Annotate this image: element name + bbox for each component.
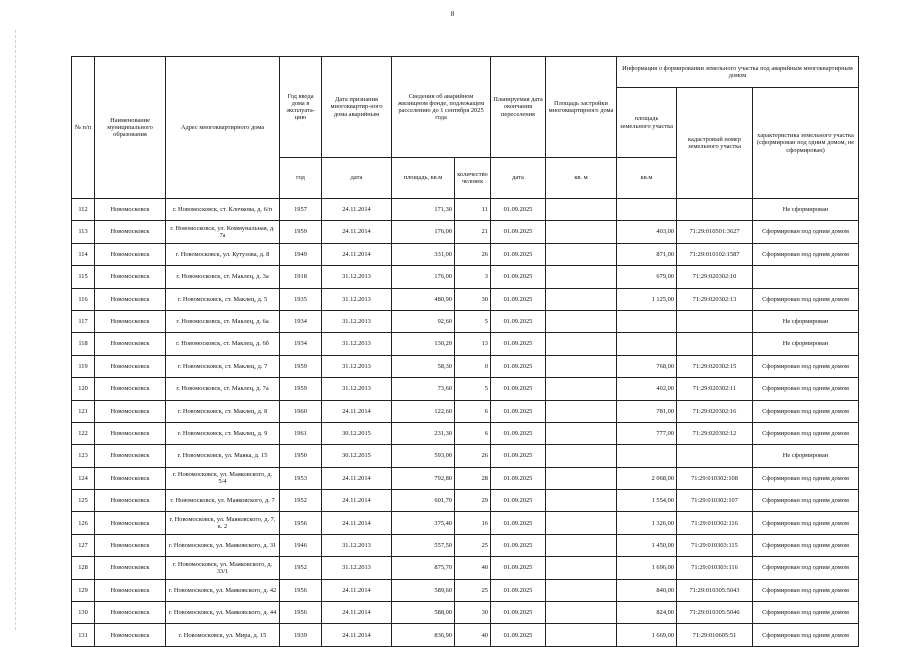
row-building-area: [546, 624, 617, 646]
row-land-area: 777,00: [617, 422, 677, 444]
unit-date2: дата: [491, 158, 546, 199]
row-people: 40: [455, 557, 491, 579]
row-date: 31.12.2013: [322, 534, 392, 556]
row-number: 121: [72, 400, 95, 422]
row-land-status: Сформирован под одним домом: [753, 534, 859, 556]
row-building-area: [546, 288, 617, 310]
row-municipality: Новомосковск: [95, 422, 166, 444]
unit-sqm: кв. м: [546, 158, 617, 199]
row-number: 126: [72, 512, 95, 534]
row-cadastral: 71:29:020302:16: [677, 400, 753, 422]
row-municipality: Новомосковск: [95, 624, 166, 646]
header-land-area: площадь земельного участка: [617, 88, 677, 158]
row-area: 593,00: [392, 445, 455, 467]
row-cadastral: 71:29:010302:116: [677, 512, 753, 534]
binding-margin-line: [15, 30, 16, 630]
emergency-housing-table: [71, 56, 859, 647]
row-cadastral: 71:29:010302:108: [677, 467, 753, 489]
row-area: 176,00: [392, 266, 455, 288]
unit-year: год: [280, 158, 322, 199]
row-cadastral: 71:29:010302:107: [677, 490, 753, 512]
row-people: 28: [455, 467, 491, 489]
table-row: [72, 557, 859, 579]
row-number: 127: [72, 534, 95, 556]
row-people: 25: [455, 534, 491, 556]
row-land-status: Сформирован под одним домом: [753, 378, 859, 400]
row-land-area: 824,00: [617, 602, 677, 624]
row-year: 1939: [280, 624, 322, 646]
row-year: 1934: [280, 310, 322, 332]
row-municipality: Новомосковск: [95, 557, 166, 579]
row-planned-date: 01.09.2025: [491, 445, 546, 467]
table-row: [72, 221, 859, 243]
row-date: 24.11.2014: [322, 467, 392, 489]
row-number: 114: [72, 243, 95, 265]
row-people: 11: [455, 199, 491, 221]
row-date: 30.12.2015: [322, 445, 392, 467]
row-planned-date: 01.09.2025: [491, 221, 546, 243]
row-municipality: Новомосковск: [95, 490, 166, 512]
row-land-status: Сформирован под одним домом: [753, 557, 859, 579]
row-date: 31.12.2013: [322, 310, 392, 332]
header-land-status: характеристика земельного участка (сформирован под одним домом, не сформирован): [753, 88, 859, 199]
row-land-status: Сформирован под одним домом: [753, 579, 859, 601]
row-cadastral: 71:29:010305:5046: [677, 602, 753, 624]
unit-date: дата: [322, 158, 392, 199]
row-year: 1959: [280, 378, 322, 400]
row-area: 331,00: [392, 243, 455, 265]
row-date: 31.12.2013: [322, 557, 392, 579]
row-area: 792,80: [392, 467, 455, 489]
row-year: 1956: [280, 512, 322, 534]
table-row: [72, 243, 859, 265]
row-land-area: 1 696,00: [617, 557, 677, 579]
table-row: [72, 288, 859, 310]
header-cadastral: кадастровый номер земельного участка: [677, 88, 753, 199]
row-area: 588,00: [392, 602, 455, 624]
row-people: 26: [455, 243, 491, 265]
row-address: г. Новомосковск, ст. Клочкова, д. 6/п: [166, 199, 280, 221]
row-land-status: Сформирован под одним домом: [753, 288, 859, 310]
row-building-area: [546, 490, 617, 512]
row-year: 1952: [280, 490, 322, 512]
row-planned-date: 01.09.2025: [491, 579, 546, 601]
row-municipality: Новомосковск: [95, 355, 166, 377]
row-address: г. Новомосковск, ул. Маяковского, д. 33/1: [166, 557, 280, 579]
row-year: 1949: [280, 243, 322, 265]
row-number: 116: [72, 288, 95, 310]
row-land-area: 781,00: [617, 400, 677, 422]
row-year: 1946: [280, 534, 322, 556]
row-land-status: Сформирован под одним домом: [753, 400, 859, 422]
table-row: [72, 445, 859, 467]
row-land-area: 1 669,00: [617, 624, 677, 646]
header-address: Адрес многоквартирного дома: [166, 57, 280, 199]
row-area: 122,60: [392, 400, 455, 422]
row-area: 176,00: [392, 221, 455, 243]
row-people: 16: [455, 512, 491, 534]
row-planned-date: 01.09.2025: [491, 490, 546, 512]
row-building-area: [546, 310, 617, 332]
row-building-area: [546, 602, 617, 624]
row-number: 122: [72, 422, 95, 444]
row-date: 31.12.2013: [322, 333, 392, 355]
table-row: [72, 534, 859, 556]
row-land-area: [617, 333, 677, 355]
table-row: [72, 422, 859, 444]
table-row: [72, 310, 859, 332]
table-row: [72, 467, 859, 489]
row-number: 115: [72, 266, 95, 288]
row-planned-date: 01.09.2025: [491, 333, 546, 355]
row-municipality: Новомосковск: [95, 199, 166, 221]
row-number: 124: [72, 467, 95, 489]
row-date: 24.11.2014: [322, 243, 392, 265]
row-cadastral: 71:29:010605:51: [677, 624, 753, 646]
header-planned-date: Планируемая дата окончания переселения: [491, 57, 546, 158]
row-land-area: 679,00: [617, 266, 677, 288]
row-area: 171,30: [392, 199, 455, 221]
row-area: 480,90: [392, 288, 455, 310]
row-date: 24.11.2014: [322, 602, 392, 624]
row-cadastral: 71:29:020302:10: [677, 266, 753, 288]
row-people: 6: [455, 422, 491, 444]
row-planned-date: 01.09.2025: [491, 266, 546, 288]
row-area: 58,30: [392, 355, 455, 377]
row-municipality: Новомосковск: [95, 221, 166, 243]
row-cadastral: 71:29:010305:5043: [677, 579, 753, 601]
row-number: 123: [72, 445, 95, 467]
row-year: 1960: [280, 400, 322, 422]
row-land-status: Не сформирован: [753, 199, 859, 221]
row-land-status: Не сформирован: [753, 333, 859, 355]
row-municipality: Новомосковск: [95, 378, 166, 400]
row-date: 30.12.2015: [322, 422, 392, 444]
table-row: [72, 490, 859, 512]
row-land-status: Сформирован под одним домом: [753, 512, 859, 534]
row-year: 1950: [280, 445, 322, 467]
row-land-area: 2 068,00: [617, 467, 677, 489]
row-land-area: 1 125,00: [617, 288, 677, 310]
row-people: 30: [455, 602, 491, 624]
row-land-status: Сформирован под одним домом: [753, 243, 859, 265]
row-land-area: 768,00: [617, 355, 677, 377]
table-row: [72, 602, 859, 624]
table-row: [72, 512, 859, 534]
row-people: 5: [455, 310, 491, 332]
row-planned-date: 01.09.2025: [491, 624, 546, 646]
row-address: г. Новомосковск, ул. Маяковского, д. 31: [166, 534, 280, 556]
header-municipality: Наименование муниципального образования: [95, 57, 166, 199]
row-people: 25: [455, 579, 491, 601]
row-number: 112: [72, 199, 95, 221]
row-date: 24.11.2014: [322, 490, 392, 512]
row-number: 125: [72, 490, 95, 512]
row-planned-date: 01.09.2025: [491, 288, 546, 310]
row-address: г. Новомосковск, ст. Маклец, д. 3а: [166, 266, 280, 288]
row-year: 1956: [280, 602, 322, 624]
row-number: 119: [72, 355, 95, 377]
row-land-status: Сформирован под одним домом: [753, 422, 859, 444]
table-row: [72, 355, 859, 377]
row-municipality: Новомосковск: [95, 602, 166, 624]
row-municipality: Новомосковск: [95, 512, 166, 534]
row-cadastral: 71:29:010303:115: [677, 534, 753, 556]
row-date: 31.12.2013: [322, 288, 392, 310]
row-planned-date: 01.09.2025: [491, 467, 546, 489]
row-cadastral: [677, 445, 753, 467]
row-building-area: [546, 467, 617, 489]
row-cadastral: 71:29:020302:11: [677, 378, 753, 400]
row-building-area: [546, 243, 617, 265]
row-cadastral: [677, 333, 753, 355]
row-land-area: 402,00: [617, 378, 677, 400]
row-people: 29: [455, 490, 491, 512]
row-municipality: Новомосковск: [95, 288, 166, 310]
row-building-area: [546, 378, 617, 400]
row-land-area: 840,00: [617, 579, 677, 601]
row-date: 24.11.2014: [322, 221, 392, 243]
row-cadastral: 71:29:010501:3627: [677, 221, 753, 243]
row-date: 24.11.2014: [322, 512, 392, 534]
row-number: 118: [72, 333, 95, 355]
row-land-area: [617, 199, 677, 221]
row-municipality: Новомосковск: [95, 400, 166, 422]
row-year: 1934: [280, 333, 322, 355]
row-people: 0: [455, 355, 491, 377]
table-row: [72, 579, 859, 601]
row-address: г. Новомосковск, ул. Кутузова, д. 8: [166, 243, 280, 265]
row-building-area: [546, 557, 617, 579]
row-date: 31.12.2013: [322, 266, 392, 288]
row-address: г. Новомосковск, ул. Маяка, д. 15: [166, 445, 280, 467]
row-address: г. Новомосковск, ст. Маклец, д. 9: [166, 422, 280, 444]
row-building-area: [546, 266, 617, 288]
row-address: г. Новомосковск, ст. Маклец, д. 8: [166, 400, 280, 422]
row-people: 5: [455, 378, 491, 400]
row-land-status: Не сформирован: [753, 445, 859, 467]
row-planned-date: 01.09.2025: [491, 557, 546, 579]
header-housing-info: Сведения об аварийном жилищном фонде, подлежащем расселению до 1 сентября 2025 года: [392, 57, 491, 158]
row-address: г. Новомосковск, ул. Мира, д. 15: [166, 624, 280, 646]
row-people: 26: [455, 445, 491, 467]
row-cadastral: [677, 199, 753, 221]
row-date: 24.11.2014: [322, 579, 392, 601]
row-land-status: Сформирован под одним домом: [753, 221, 859, 243]
row-people: 6: [455, 400, 491, 422]
row-building-area: [546, 355, 617, 377]
row-land-status: Сформирован под одним домом: [753, 602, 859, 624]
row-planned-date: 01.09.2025: [491, 602, 546, 624]
row-municipality: Новомосковск: [95, 534, 166, 556]
row-planned-date: 01.09.2025: [491, 243, 546, 265]
row-building-area: [546, 534, 617, 556]
row-cadastral: 71:29:010303:116: [677, 557, 753, 579]
row-land-area: 871,00: [617, 243, 677, 265]
row-number: 113: [72, 221, 95, 243]
row-building-area: [546, 422, 617, 444]
row-address: г. Новомосковск, ул. Маяковского, д. 5/4: [166, 467, 280, 489]
row-cadastral: 71:29:020302:15: [677, 355, 753, 377]
row-land-status: [753, 266, 859, 288]
row-land-area: 403,00: [617, 221, 677, 243]
row-year: 1956: [280, 579, 322, 601]
row-planned-date: 01.09.2025: [491, 512, 546, 534]
row-planned-date: 01.09.2025: [491, 355, 546, 377]
header-year-commission: Год ввода дома в эксплуата-цию: [280, 57, 322, 158]
row-people: 21: [455, 221, 491, 243]
row-number: 120: [72, 378, 95, 400]
row-building-area: [546, 445, 617, 467]
row-year: 1959: [280, 221, 322, 243]
row-date: 31.12.2013: [322, 378, 392, 400]
row-planned-date: 01.09.2025: [491, 378, 546, 400]
row-year: 1935: [280, 288, 322, 310]
row-municipality: Новомосковск: [95, 579, 166, 601]
table-row: [72, 400, 859, 422]
row-year: 1952: [280, 557, 322, 579]
row-land-status: Сформирован под одним домом: [753, 624, 859, 646]
row-land-status: Сформирован под одним домом: [753, 490, 859, 512]
row-people: 13: [455, 333, 491, 355]
row-area: 130,20: [392, 333, 455, 355]
row-address: г. Новомосковск, ст. Маклец, д. 7а: [166, 378, 280, 400]
unit-people: количество человек: [455, 158, 491, 199]
unit-area: площадь, кв.м: [392, 158, 455, 199]
row-land-area: 1 450,00: [617, 534, 677, 556]
row-address: г. Новомосковск, ст. Маклец, д. 7: [166, 355, 280, 377]
row-number: 128: [72, 557, 95, 579]
row-year: 1961: [280, 422, 322, 444]
row-municipality: Новомосковск: [95, 467, 166, 489]
row-building-area: [546, 579, 617, 601]
row-land-area: 1 554,00: [617, 490, 677, 512]
row-address: г. Новомосковск, ул. Маяковского, д. 7, к. 2: [166, 512, 280, 534]
row-address: г. Новомосковск, ул. Маяковского, д. 42: [166, 579, 280, 601]
table-row: [72, 333, 859, 355]
page-number: 8: [450, 10, 455, 18]
row-municipality: Новомосковск: [95, 243, 166, 265]
header-building-area: Площадь застройки многоквартирного дома: [546, 57, 617, 158]
row-address: г. Новомосковск, ул. Маяковского, д. 44: [166, 602, 280, 624]
row-address: г. Новомосковск, ст. Маклец, д. 6б: [166, 333, 280, 355]
row-area: 601,70: [392, 490, 455, 512]
row-area: 875,70: [392, 557, 455, 579]
row-date: 24.11.2014: [322, 199, 392, 221]
table-row: [72, 199, 859, 221]
header-num: № п/п: [72, 57, 95, 199]
row-area: 375,40: [392, 512, 455, 534]
row-people: 40: [455, 624, 491, 646]
row-area: 589,60: [392, 579, 455, 601]
row-people: 30: [455, 288, 491, 310]
row-land-status: Не сформирован: [753, 310, 859, 332]
row-land-area: [617, 310, 677, 332]
row-building-area: [546, 512, 617, 534]
row-cadastral: 71:29:020302:13: [677, 288, 753, 310]
row-land-area: 1 326,00: [617, 512, 677, 534]
row-planned-date: 01.09.2025: [491, 534, 546, 556]
row-planned-date: 01.09.2025: [491, 422, 546, 444]
row-cadastral: 71:29:010102:1587: [677, 243, 753, 265]
table-row: [72, 266, 859, 288]
row-planned-date: 01.09.2025: [491, 199, 546, 221]
table-row: [72, 378, 859, 400]
row-address: г. Новомосковск, ул. Коммунальная, д. 7а: [166, 221, 280, 243]
row-number: 131: [72, 624, 95, 646]
row-planned-date: 01.09.2025: [491, 310, 546, 332]
row-building-area: [546, 400, 617, 422]
header-land-info: Информация о формировании земельного участка под аварийным многоквартирным домом: [617, 57, 859, 88]
row-number: 117: [72, 310, 95, 332]
row-cadastral: 71:29:020302:12: [677, 422, 753, 444]
row-area: 92,60: [392, 310, 455, 332]
table-row: [72, 624, 859, 646]
row-people: 3: [455, 266, 491, 288]
row-year: 1918: [280, 266, 322, 288]
row-address: г. Новомосковск, ст. Маклец, д. 5: [166, 288, 280, 310]
row-municipality: Новомосковск: [95, 445, 166, 467]
row-cadastral: [677, 310, 753, 332]
row-year: 1957: [280, 199, 322, 221]
row-land-status: Сформирован под одним домом: [753, 467, 859, 489]
row-land-area: [617, 445, 677, 467]
row-area: 557,50: [392, 534, 455, 556]
row-address: г. Новомосковск, ст. Маклец, д. 6а: [166, 310, 280, 332]
row-municipality: Новомосковск: [95, 266, 166, 288]
row-number: 130: [72, 602, 95, 624]
row-year: 1953: [280, 467, 322, 489]
row-building-area: [546, 333, 617, 355]
row-municipality: Новомосковск: [95, 333, 166, 355]
row-building-area: [546, 221, 617, 243]
row-address: г. Новомосковск, ул. Маяковского, д. 7: [166, 490, 280, 512]
row-area: 836,90: [392, 624, 455, 646]
row-year: 1959: [280, 355, 322, 377]
row-land-status: Сформирован под одним домом: [753, 355, 859, 377]
row-date: 24.11.2014: [322, 624, 392, 646]
row-date: 24.11.2014: [322, 400, 392, 422]
row-number: 129: [72, 579, 95, 601]
unit-sqm2: кв.м: [617, 158, 677, 199]
row-planned-date: 01.09.2025: [491, 400, 546, 422]
header-date-emergency: Дата признания многоквартир-ного дома аварийным: [322, 57, 392, 158]
row-municipality: Новомосковск: [95, 310, 166, 332]
row-area: 73,60: [392, 378, 455, 400]
row-date: 31.12.2013: [322, 355, 392, 377]
row-building-area: [546, 199, 617, 221]
row-area: 231,30: [392, 422, 455, 444]
